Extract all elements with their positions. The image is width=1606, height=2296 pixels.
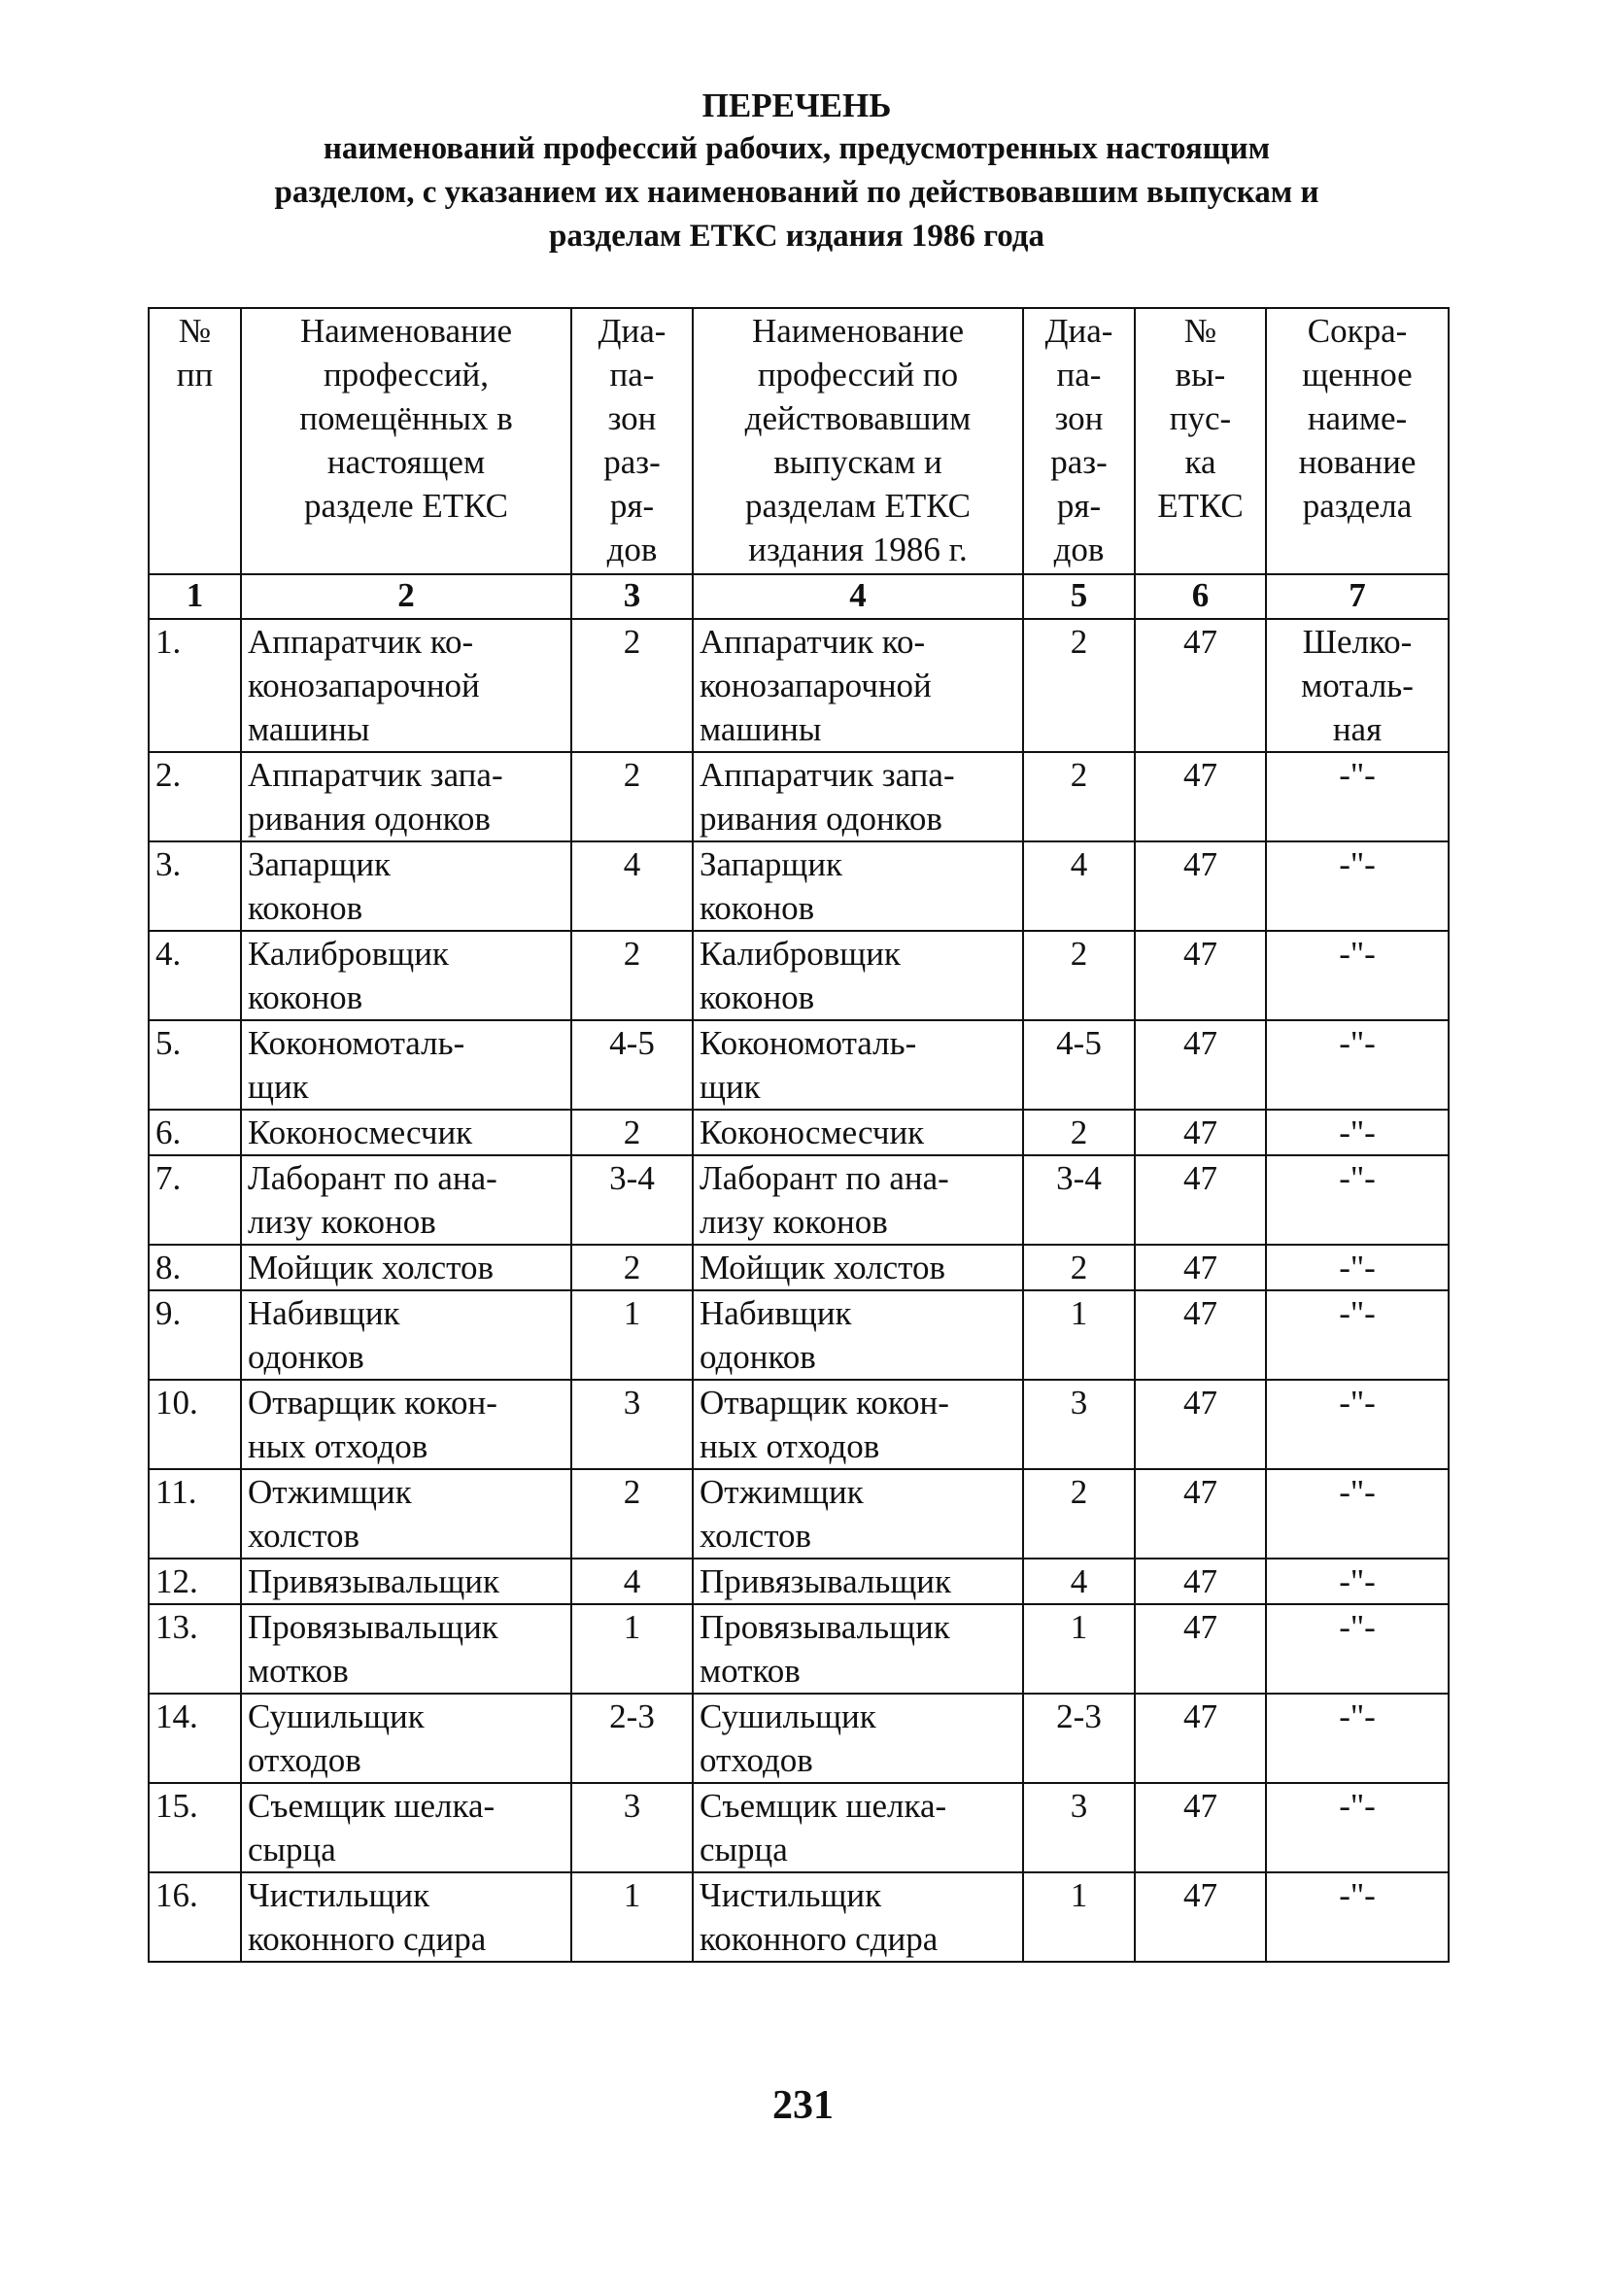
row-number: 1.	[149, 619, 241, 752]
cell-line: -"-	[1339, 1384, 1376, 1422]
header-line: настоящем	[326, 443, 486, 481]
cell-line: ных отходов	[248, 1427, 428, 1465]
cell-line: одонков	[700, 1338, 816, 1376]
cell-line: Сушильщик	[248, 1697, 425, 1735]
column-number: 5	[1023, 574, 1135, 619]
cell-line: мотков	[248, 1652, 349, 1690]
document-title	[146, 84, 1448, 258]
cell-line: -"-	[1339, 1159, 1376, 1197]
table-row	[149, 931, 1449, 1020]
section-name	[1266, 841, 1449, 931]
column-number: 3	[571, 574, 693, 619]
old-grade-range: 2	[1023, 1245, 1135, 1290]
etks-issue: 47	[1135, 752, 1266, 841]
old-profession-name	[693, 619, 1023, 752]
column-number: 2	[241, 574, 571, 619]
etks-issue: 47	[1135, 1155, 1266, 1245]
cell-line: конозапарочной	[700, 667, 932, 704]
old-grade-range: 3	[1023, 1783, 1135, 1872]
profession-name	[241, 1604, 571, 1694]
old-grade-range: 2	[1023, 619, 1135, 752]
grade-range: 4	[571, 841, 693, 931]
old-profession-name	[693, 1469, 1023, 1559]
header-cell	[1023, 308, 1135, 574]
table-row	[149, 619, 1449, 752]
header-line: дов	[606, 531, 658, 568]
title-line-3: разделам ЕТКС издания 1986 года	[549, 219, 1044, 254]
old-profession-name	[693, 1872, 1023, 1962]
cell-line: Лаборант по ана-	[700, 1159, 949, 1197]
old-grade-range: 1	[1023, 1872, 1135, 1962]
profession-name	[241, 1783, 571, 1872]
header-cell	[1135, 308, 1266, 574]
title-line-2: разделом, с указанием их наименований по действовавшим выпускам и	[274, 175, 1319, 210]
cell-line: коконного сдира	[700, 1920, 939, 1958]
cell-line: отходов	[700, 1741, 813, 1779]
table-row	[149, 1559, 1449, 1604]
row-number: 12.	[149, 1559, 241, 1604]
column-number: 4	[693, 574, 1023, 619]
cell-line: -"-	[1339, 1249, 1376, 1286]
section-name	[1266, 1469, 1449, 1559]
table-row	[149, 1110, 1449, 1155]
etks-issue: 47	[1135, 1020, 1266, 1110]
cell-line: Привязывальщик	[700, 1562, 952, 1600]
section-name	[1266, 752, 1449, 841]
etks-issue: 47	[1135, 1783, 1266, 1872]
column-number: 7	[1266, 574, 1449, 619]
cell-line: Аппаратчик запа-	[700, 756, 955, 794]
profession-name	[241, 1469, 571, 1559]
old-profession-name	[693, 1783, 1023, 1872]
cell-line: Набивщик	[700, 1294, 852, 1332]
header-cell	[693, 308, 1023, 574]
header-line: ЕТКС	[1157, 487, 1244, 525]
header-line: издания 1986 г.	[748, 531, 968, 568]
old-grade-range: 2	[1023, 931, 1135, 1020]
header-line: действовавшим	[744, 399, 972, 437]
etks-issue: 47	[1135, 1559, 1266, 1604]
header-line: №	[1183, 312, 1217, 350]
header-line: Наименование	[299, 312, 513, 350]
table-row	[149, 1245, 1449, 1290]
title-line-1: наименований профессий рабочих, предусмотренных настоящим	[323, 131, 1271, 166]
old-profession-name	[693, 1110, 1023, 1155]
row-number: 5.	[149, 1020, 241, 1110]
grade-range: 2	[571, 1469, 693, 1559]
cell-line: ривания одонков	[700, 800, 942, 838]
grade-range: 2	[571, 1110, 693, 1155]
cell-line: -"-	[1339, 1294, 1376, 1332]
header-line: помещённых в	[299, 399, 513, 437]
header-line: щенное	[1302, 356, 1413, 394]
row-number: 3.	[149, 841, 241, 931]
cell-line: конозапарочной	[248, 667, 480, 704]
cell-line: Отжимщик	[700, 1473, 864, 1511]
row-number: 8.	[149, 1245, 241, 1290]
old-grade-range: 2	[1023, 752, 1135, 841]
header-line: разделе ЕТКС	[304, 487, 508, 525]
profession-name	[241, 1694, 571, 1783]
profession-name	[241, 1110, 571, 1155]
header-line: профессий по	[757, 356, 959, 394]
row-number: 13.	[149, 1604, 241, 1694]
cell-line: Аппаратчик запа-	[248, 756, 503, 794]
old-grade-range: 2	[1023, 1469, 1135, 1559]
header-cell	[241, 308, 571, 574]
grade-range: 2-3	[571, 1694, 693, 1783]
cell-line: Кокономоталь-	[700, 1024, 917, 1062]
profession-name	[241, 1380, 571, 1469]
old-profession-name	[693, 1155, 1023, 1245]
cell-line: -"-	[1339, 1114, 1376, 1151]
cell-line: щик	[248, 1068, 309, 1106]
header-line: па-	[1056, 356, 1102, 394]
cell-line: моталь-	[1301, 667, 1414, 704]
old-grade-range: 3-4	[1023, 1155, 1135, 1245]
section-name	[1266, 1783, 1449, 1872]
section-name	[1266, 619, 1449, 752]
section-name	[1266, 1604, 1449, 1694]
header-line: дов	[1053, 531, 1105, 568]
section-name	[1266, 1110, 1449, 1155]
section-name	[1266, 1694, 1449, 1783]
old-grade-range: 1	[1023, 1604, 1135, 1694]
cell-line: сырца	[248, 1831, 336, 1868]
professions-table	[148, 307, 1450, 1963]
grade-range: 1	[571, 1290, 693, 1380]
grade-range: 1	[571, 1604, 693, 1694]
old-grade-range: 1	[1023, 1290, 1135, 1380]
grade-range: 2	[571, 752, 693, 841]
header-line: раз-	[603, 443, 661, 481]
cell-line: Провязывальщик	[700, 1608, 950, 1646]
cell-line: -"-	[1339, 845, 1376, 883]
etks-issue: 47	[1135, 931, 1266, 1020]
old-grade-range: 3	[1023, 1380, 1135, 1469]
header-line: №	[178, 312, 212, 350]
cell-line: Чистильщик	[248, 1876, 430, 1914]
etks-issue: 47	[1135, 1469, 1266, 1559]
cell-line: Коконосмесчик	[248, 1114, 473, 1151]
cell-line: щик	[700, 1068, 761, 1106]
table-row	[149, 1872, 1449, 1962]
table-row	[149, 1694, 1449, 1783]
cell-line: ных отходов	[700, 1427, 880, 1465]
old-grade-range: 4-5	[1023, 1020, 1135, 1110]
table-row	[149, 1020, 1449, 1110]
old-profession-name	[693, 1020, 1023, 1110]
old-profession-name	[693, 931, 1023, 1020]
profession-name	[241, 1020, 571, 1110]
old-profession-name	[693, 1380, 1023, 1469]
profession-name	[241, 1155, 571, 1245]
header-line: Диа-	[598, 312, 666, 350]
cell-line: машины	[248, 710, 370, 748]
section-name	[1266, 1245, 1449, 1290]
row-number: 11.	[149, 1469, 241, 1559]
cell-line: одонков	[248, 1338, 364, 1376]
old-grade-range: 4	[1023, 841, 1135, 931]
table-row	[149, 752, 1449, 841]
grade-range: 4	[571, 1559, 693, 1604]
header-line: наиме-	[1307, 399, 1408, 437]
row-number: 15.	[149, 1783, 241, 1872]
column-number-row	[149, 574, 1449, 619]
cell-line: Привязывальщик	[248, 1562, 500, 1600]
table-row	[149, 1155, 1449, 1245]
header-line: профессий,	[323, 356, 490, 394]
cell-line: -"-	[1339, 1473, 1376, 1511]
old-profession-name	[693, 1694, 1023, 1783]
cell-line: -"-	[1339, 756, 1376, 794]
profession-name	[241, 752, 571, 841]
old-profession-name	[693, 1559, 1023, 1604]
cell-line: коконов	[248, 889, 363, 927]
row-number: 9.	[149, 1290, 241, 1380]
header-line: пп	[176, 356, 214, 394]
header-line: па-	[609, 356, 655, 394]
cell-line: ривания одонков	[248, 800, 491, 838]
old-profession-name	[693, 841, 1023, 931]
cell-line: -"-	[1339, 1024, 1376, 1062]
cell-line: мотков	[700, 1652, 801, 1690]
profession-name	[241, 841, 571, 931]
etks-issue: 47	[1135, 1604, 1266, 1694]
section-name	[1266, 1290, 1449, 1380]
cell-line: Отжимщик	[248, 1473, 412, 1511]
row-number: 10.	[149, 1380, 241, 1469]
row-number: 4.	[149, 931, 241, 1020]
header-line: вы-	[1175, 356, 1226, 394]
table-row	[149, 1380, 1449, 1469]
header-cell	[1266, 308, 1449, 574]
cell-line: холстов	[700, 1517, 812, 1555]
etks-issue: 47	[1135, 1380, 1266, 1469]
etks-issue: 47	[1135, 619, 1266, 752]
header-line: ря-	[609, 487, 655, 525]
cell-line: машины	[700, 710, 822, 748]
cell-line: Калибровщик	[248, 935, 449, 973]
etks-issue: 47	[1135, 1290, 1266, 1380]
header-line: пус-	[1169, 399, 1232, 437]
cell-line: Лаборант по ана-	[248, 1159, 497, 1197]
header-line: зон	[607, 399, 657, 437]
table-row	[149, 841, 1449, 931]
cell-line: коконов	[700, 978, 815, 1016]
cell-line: -"-	[1339, 1876, 1376, 1914]
cell-line: Кокономоталь-	[248, 1024, 465, 1062]
cell-line: Набивщик	[248, 1294, 400, 1332]
row-number: 7.	[149, 1155, 241, 1245]
grade-range: 2	[571, 1245, 693, 1290]
profession-name	[241, 931, 571, 1020]
profession-name	[241, 1872, 571, 1962]
header-line: выпускам и	[773, 443, 942, 481]
header-cell	[149, 308, 241, 574]
cell-line: отходов	[248, 1741, 361, 1779]
cell-line: -"-	[1339, 1787, 1376, 1825]
header-cell	[571, 308, 693, 574]
grade-range: 3	[571, 1783, 693, 1872]
old-profession-name	[693, 1604, 1023, 1694]
grade-range: 1	[571, 1872, 693, 1962]
column-number: 1	[149, 574, 241, 619]
header-line: Наименование	[751, 312, 965, 350]
old-profession-name	[693, 752, 1023, 841]
cell-line: Отварщик кокон-	[248, 1384, 497, 1422]
header-line: нование	[1298, 443, 1417, 481]
header-line: раздела	[1302, 487, 1413, 525]
cell-line: лизу коконов	[700, 1203, 888, 1241]
header-row	[149, 308, 1449, 574]
cell-line: Коконосмесчик	[700, 1114, 925, 1151]
page-number: 231	[772, 2083, 834, 2128]
cell-line: Шелко-	[1302, 623, 1413, 661]
etks-issue: 47	[1135, 1245, 1266, 1290]
cell-line: Мойщик холстов	[700, 1249, 945, 1286]
cell-line: Запарщик	[248, 845, 392, 883]
old-profession-name	[693, 1290, 1023, 1380]
cell-line: Аппаратчик ко-	[700, 623, 926, 661]
cell-line: сырца	[700, 1831, 788, 1868]
cell-line: лизу коконов	[248, 1203, 436, 1241]
cell-line: коконов	[248, 978, 363, 1016]
cell-line: Мойщик холстов	[248, 1249, 494, 1286]
cell-line: Провязывальщик	[248, 1608, 498, 1646]
cell-line: -"-	[1339, 1562, 1376, 1600]
cell-line: Съемщик шелка-	[700, 1787, 947, 1825]
cell-line: Сушильщик	[700, 1697, 876, 1735]
cell-line: -"-	[1339, 935, 1376, 973]
grade-range: 3-4	[571, 1155, 693, 1245]
cell-line: -"-	[1339, 1608, 1376, 1646]
section-name	[1266, 1380, 1449, 1469]
cell-line: Запарщик	[700, 845, 843, 883]
cell-line: ная	[1332, 710, 1383, 748]
header-line: зон	[1054, 399, 1104, 437]
profession-name	[241, 1559, 571, 1604]
title-heading: ПЕРЕЧЕНЬ	[701, 86, 892, 124]
etks-issue: 47	[1135, 1110, 1266, 1155]
header-line: ка	[1184, 443, 1216, 481]
table-row	[149, 1290, 1449, 1380]
grade-range: 4-5	[571, 1020, 693, 1110]
column-number: 6	[1135, 574, 1266, 619]
section-name	[1266, 1155, 1449, 1245]
header-line: ря-	[1056, 487, 1102, 525]
section-name	[1266, 1020, 1449, 1110]
row-number: 16.	[149, 1872, 241, 1962]
header-line: разделам ЕТКС	[744, 487, 972, 525]
cell-line: коконного сдира	[248, 1920, 487, 1958]
section-name	[1266, 931, 1449, 1020]
cell-line: холстов	[248, 1517, 360, 1555]
etks-issue: 47	[1135, 1872, 1266, 1962]
section-name	[1266, 1559, 1449, 1604]
cell-line: Аппаратчик ко-	[248, 623, 474, 661]
row-number: 6.	[149, 1110, 241, 1155]
profession-name	[241, 1290, 571, 1380]
header-line: Диа-	[1044, 312, 1113, 350]
row-number: 2.	[149, 752, 241, 841]
row-number: 14.	[149, 1694, 241, 1783]
section-name	[1266, 1872, 1449, 1962]
cell-line: Калибровщик	[700, 935, 901, 973]
table-row	[149, 1604, 1449, 1694]
profession-name	[241, 619, 571, 752]
grade-range: 2	[571, 619, 693, 752]
table-row	[149, 1469, 1449, 1559]
table-row	[149, 1783, 1449, 1872]
old-profession-name	[693, 1245, 1023, 1290]
old-grade-range: 2	[1023, 1110, 1135, 1155]
etks-issue: 47	[1135, 1694, 1266, 1783]
cell-line: Отварщик кокон-	[700, 1384, 949, 1422]
cell-line: Чистильщик	[700, 1876, 882, 1914]
table-body	[149, 619, 1449, 1962]
profession-name	[241, 1245, 571, 1290]
grade-range: 3	[571, 1380, 693, 1469]
etks-issue: 47	[1135, 841, 1266, 931]
header-line: раз-	[1050, 443, 1108, 481]
cell-line: Съемщик шелка-	[248, 1787, 495, 1825]
header-line: Сокра-	[1307, 312, 1408, 350]
cell-line: коконов	[700, 889, 815, 927]
grade-range: 2	[571, 931, 693, 1020]
cell-line: -"-	[1339, 1697, 1376, 1735]
old-grade-range: 4	[1023, 1559, 1135, 1604]
old-grade-range: 2-3	[1023, 1694, 1135, 1783]
